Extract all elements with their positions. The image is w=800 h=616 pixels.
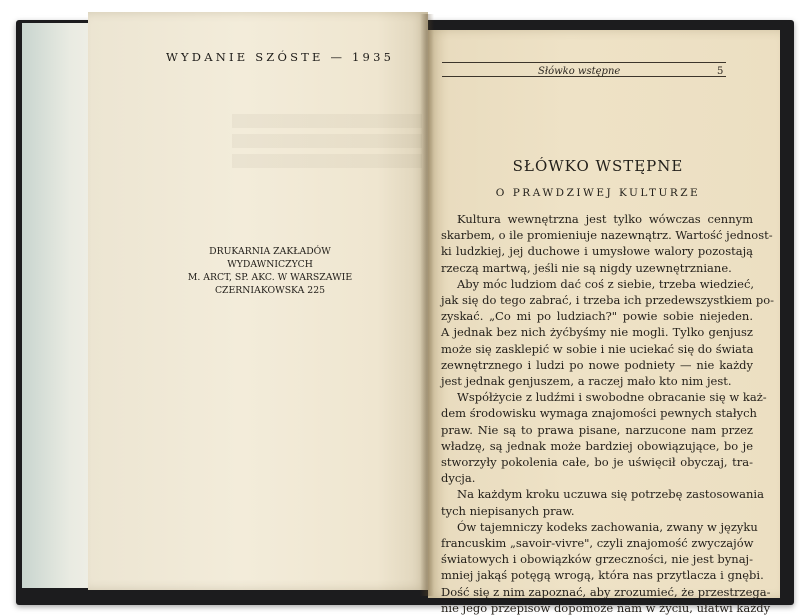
text-line: jak się do tego zabrać, i trzeba ich przedewszystkiem po- (441, 293, 775, 308)
text-line: Dość się z nim zapoznać, aby zrozumieć, że przestrzega- (441, 584, 771, 599)
show-through-print (232, 108, 422, 168)
text-line: Aby móc ludziom dać coś z siebie, trzeba wiedzieć, (457, 276, 755, 291)
text-line: skarbem, o ile promieniuje nazewnątrz. Wartość jednost- (441, 228, 773, 243)
text-line: Kultura wewnętrzna jest tylko wówczas cennym (457, 212, 753, 226)
book-gutter (420, 14, 434, 596)
text-line: zyskać. „Co mi po ludziach?" powie sobie niejeden. (441, 309, 753, 324)
text-line: jest jednak genjuszem, a raczej mało kto nim jest. (441, 374, 732, 389)
body-text (441, 211, 775, 616)
text-line: nie jego przepisów dopomoże nam w życiu, ułatwi każdy (441, 600, 771, 615)
running-title: Słówko wstępne (538, 66, 621, 77)
text-line: Współżycie z ludźmi i swobodne obracanie się w każ- (457, 390, 767, 405)
left-page (88, 12, 428, 590)
text-line: stworzyły pokolenia całe, bo je uświęcił obyczaj, tra- (441, 455, 753, 470)
text-line: praw. Nie są to prawa pisane, narzucone nam przez (441, 422, 753, 437)
text-line: tych niepisanych praw. (441, 503, 575, 518)
chapter-subtitle: O PRAWDZIWEJ KULTURZE (495, 187, 701, 199)
page-number: 5 (717, 66, 724, 77)
text-line: A jednak bez nich żyćbyśmy nie mogli. Tylko genjusz (441, 325, 753, 340)
printer-line: DRUKARNIA ZAKŁADÓW WYDAWNICZYCH (209, 246, 331, 270)
text-line: francuskim „savoir-vivre", czyli znajomość zwyczajów (441, 536, 754, 551)
text-line: Ów tajemniczy kodeks zachowania, zwany w języku (457, 519, 758, 534)
text-line: zewnętrznego i ludzi po nowe podniety — nie każdy (441, 357, 753, 372)
text-line: władzę, są jednak może bardziej obowiązujące, bo je (441, 438, 753, 453)
text-line: ki ludzkiej, jej duchowe i umysłowe walory pozostają (441, 244, 753, 259)
text-line: może się zasklepić w sobie i nie uciekać się do świata (441, 341, 754, 356)
edition-line: WYDANIE SZÓSTE — 1935 (166, 50, 395, 64)
printer-imprint (175, 245, 365, 297)
text-line: dycja. (441, 471, 476, 486)
chapter-title: SŁÓWKO WSTĘPNE (512, 157, 684, 175)
text-line: Na każdym kroku uczuwa się potrzebę zastosowania (457, 487, 764, 502)
printer-line: M. ARCT, SP. AKC. W WARSZAWIE (187, 272, 353, 283)
printer-line: CZERNIAKOWSKA 225 (214, 285, 326, 296)
text-line: rzeczą martwą, jeśli nie są nigdy uzewnętrzniane. (441, 260, 732, 275)
text-line: światowych i obowiązków grzeczności, nie jest bynaj- (441, 552, 753, 567)
text-line: mniej jakąś potęgą wrogą, która nas przytlacza i gnębi. (441, 568, 764, 583)
text-line: dem środowisku wymaga znajomości pewnych stałych (441, 406, 757, 421)
